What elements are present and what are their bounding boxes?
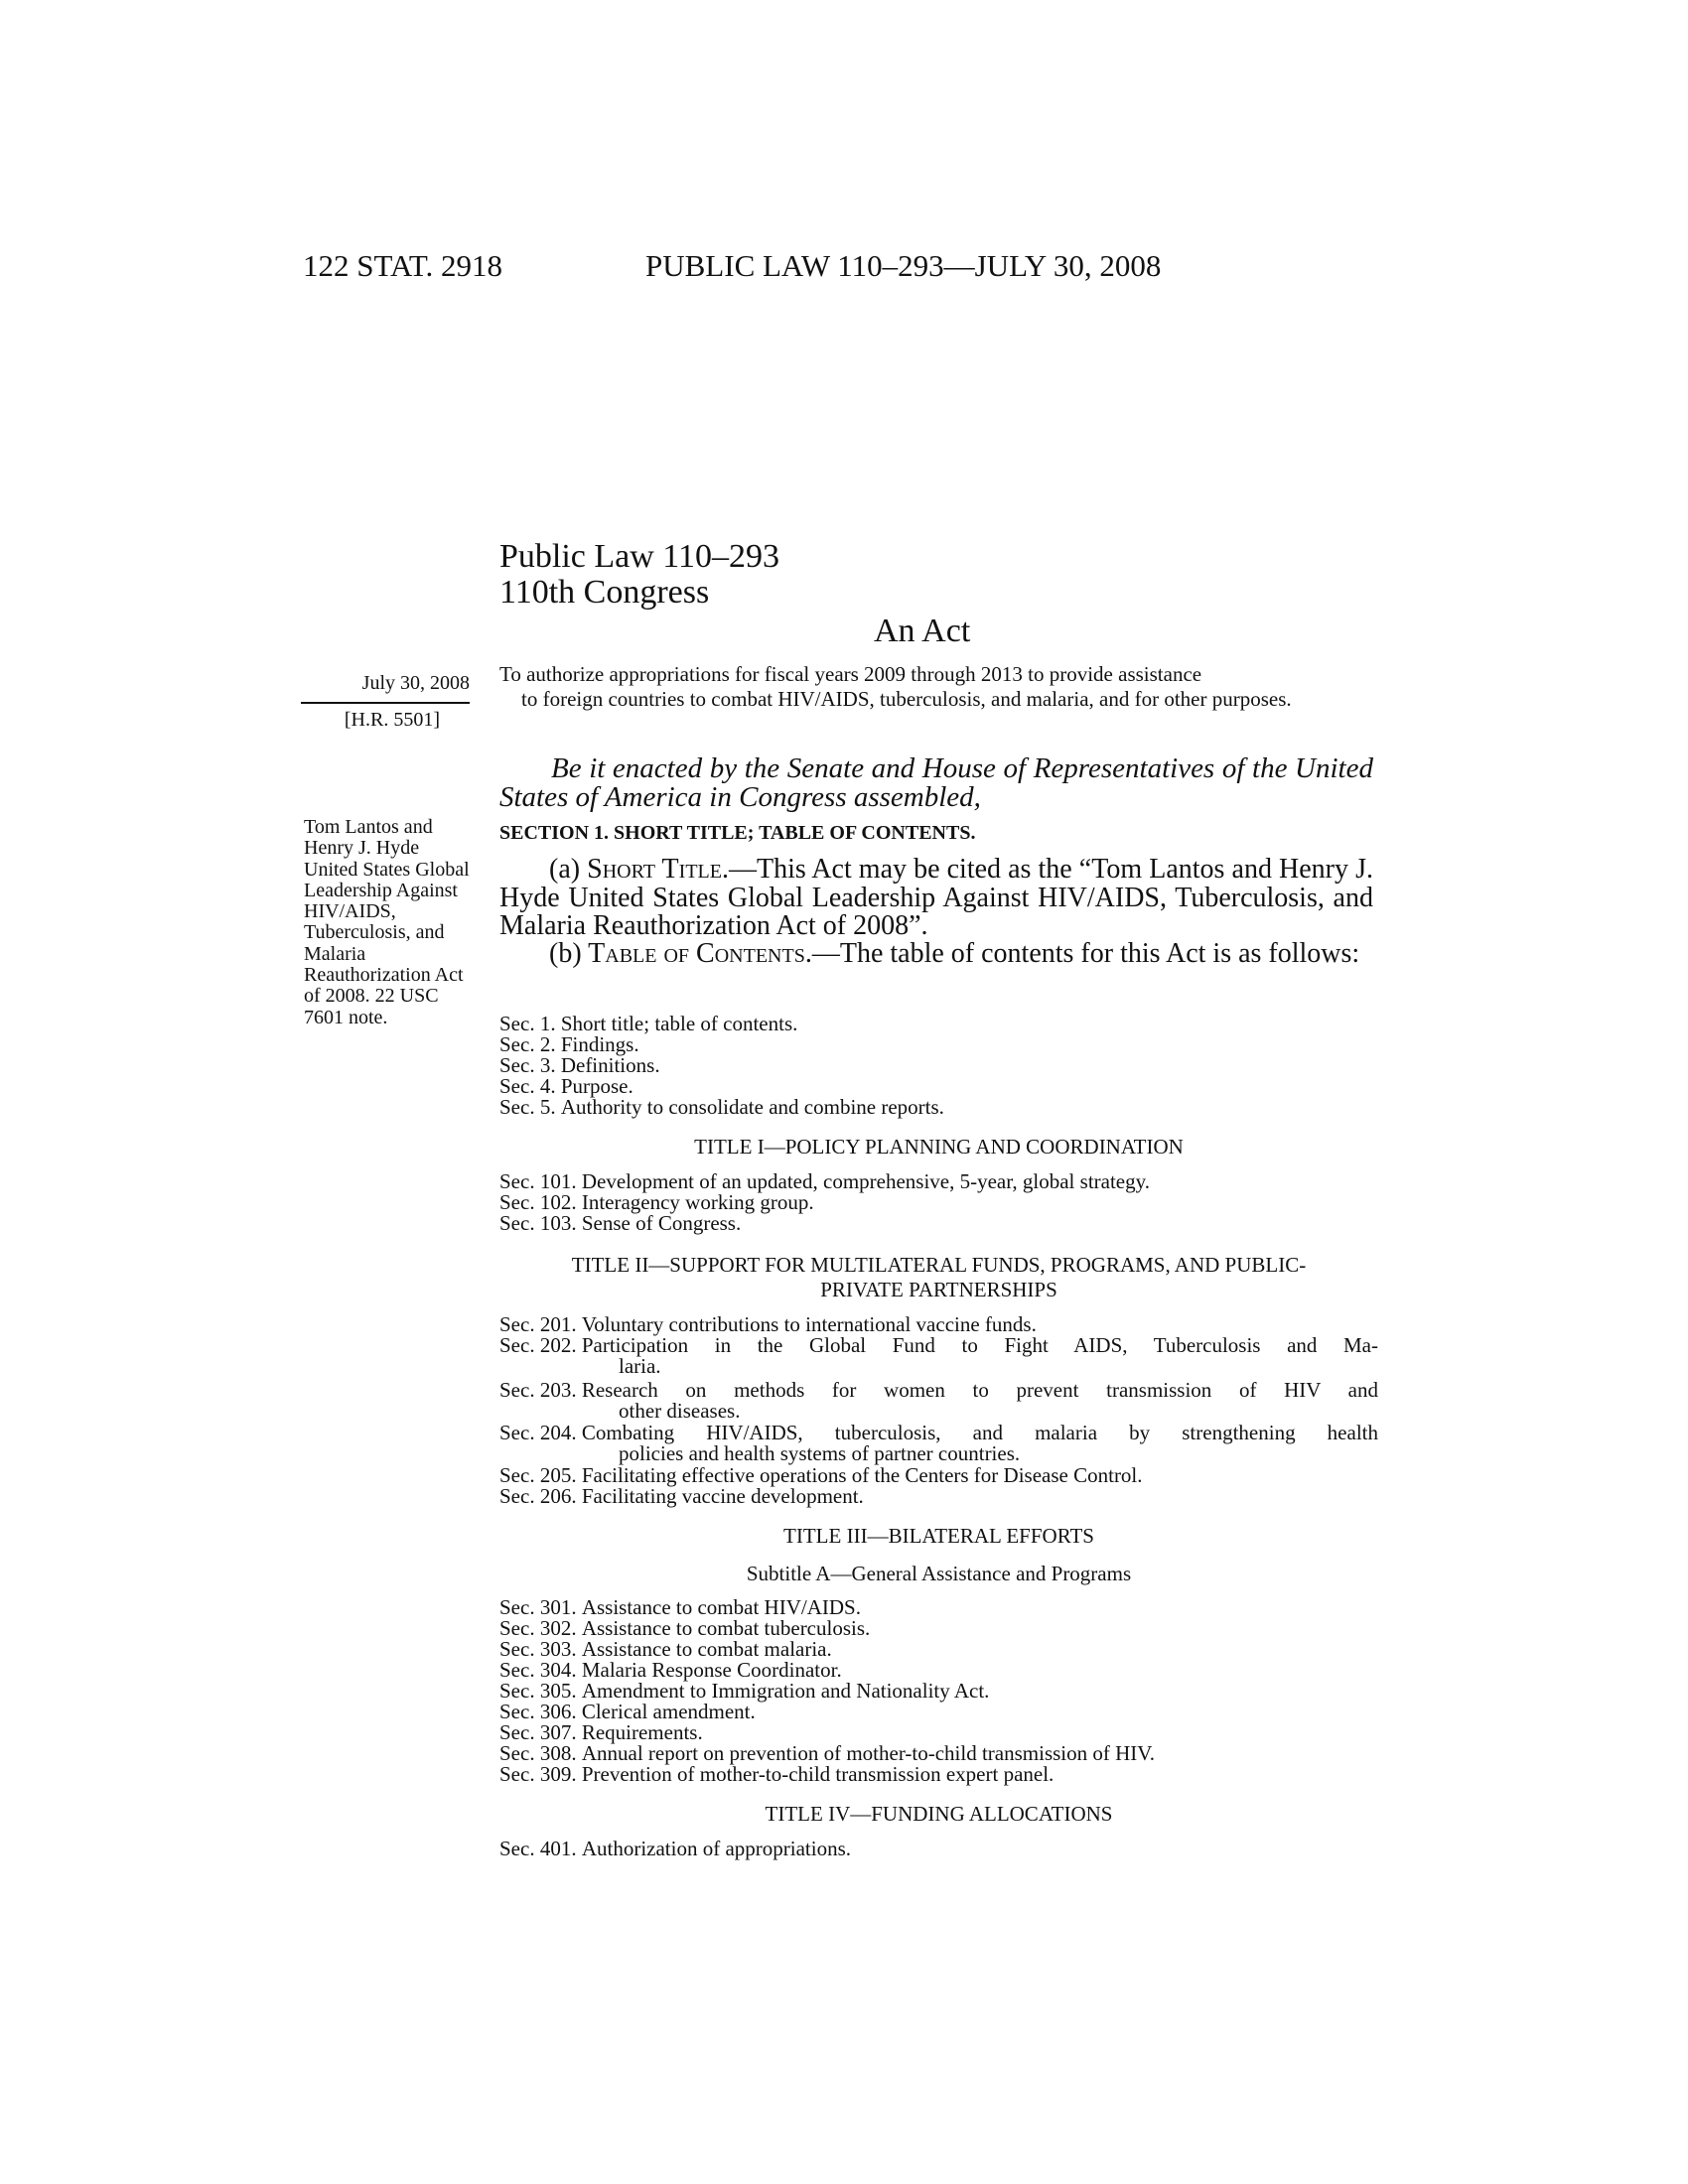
toc-section-number: Sec. 2.: [499, 1032, 561, 1056]
toc-section-text: Amendment to Immigration and Nationality Act.: [581, 1679, 990, 1703]
toc-section-number: Sec. 302.: [499, 1616, 582, 1640]
para-b-text: .—The table of contents for this Act is as follows:: [804, 938, 1360, 969]
purpose-continuation: to foreign countries to combat HIV/AIDS, tuberculosis, and malaria, and for other purposes.: [521, 686, 1292, 711]
toc-section-number: Sec. 201.: [499, 1312, 582, 1336]
toc-section-text: Interagency working group.: [581, 1190, 814, 1214]
toc-entry: [499, 1171, 1378, 1192]
toc-section-text: Findings.: [560, 1032, 639, 1056]
toc-entry: [499, 1660, 1378, 1681]
toc-entry: [499, 1314, 1378, 1335]
toc-entry: [499, 1055, 1378, 1076]
toc-entry: [499, 1597, 1378, 1618]
sidenote-date: July 30, 2008: [361, 672, 470, 694]
toc-section-number: Sec. 5.: [499, 1095, 561, 1119]
toc-section-text: Malaria Response Coordinator.: [581, 1658, 842, 1682]
toc-entry: [499, 1335, 1378, 1356]
toc-section-text: Requirements.: [581, 1720, 703, 1744]
toc-section-text: Short title; table of contents.: [560, 1012, 798, 1035]
toc-section-text: Research on methods for women to prevent transmission of HIV and: [581, 1378, 1378, 1402]
para-a-text: .—This Act may be cited as the “Tom Lantos and Henry J. Hyde United States Global Leadership Against HIV/AIDS, Tuberculosis, and Malaria Reauthorization Act of 2008”.: [499, 854, 1373, 941]
toc-entry: [499, 1743, 1378, 1764]
toc-section-text: Definitions.: [560, 1053, 660, 1077]
toc-section-number: Sec. 103.: [499, 1211, 582, 1235]
sidenote-bill-number: [H.R. 5501]: [344, 709, 440, 731]
toc-section-number: Sec. 305.: [499, 1679, 582, 1703]
running-head-title: PUBLIC LAW 110–293—JULY 30, 2008: [645, 248, 1162, 283]
toc-entry: [499, 1722, 1378, 1743]
section-heading: SECTION 1. SHORT TITLE; TABLE OF CONTENTS.: [499, 822, 976, 844]
congress-label: 110th Congress: [499, 574, 710, 611]
toc-section-number: Sec. 4.: [499, 1074, 561, 1098]
toc-entry: [499, 1486, 1378, 1507]
toc-section-text: Development of an updated, comprehensive, 5-year, global strategy.: [581, 1169, 1151, 1193]
purpose-first-line: To authorize appropriations for fiscal years 2009 through 2013 to provide assistance: [499, 662, 1202, 686]
toc-section-text: Authority to consolidate and combine reports.: [560, 1095, 944, 1119]
toc-entry: [499, 1380, 1378, 1401]
toc-entry: [499, 1423, 1378, 1443]
toc-section-number: Sec. 308.: [499, 1741, 582, 1765]
para-b-label2: C: [689, 938, 715, 969]
page-stat-citation: 122 STAT. 2918: [303, 248, 503, 283]
para-b-caps2: ontents: [714, 938, 805, 969]
toc-section-text: Voluntary contributions to international vaccine funds.: [581, 1312, 1037, 1336]
toc-entry: [499, 1639, 1378, 1660]
toc-entry: [499, 1465, 1378, 1486]
enacting-clause: Be it enacted by the Senate and House of Representatives of the United States of America in Congress assembled,: [499, 752, 1373, 813]
toc-entry: [499, 1764, 1378, 1785]
act-purpose: [499, 662, 1373, 711]
toc-section-number: Sec. 301.: [499, 1595, 582, 1619]
toc-entry: [499, 1618, 1378, 1639]
toc-section-number: Sec. 309.: [499, 1762, 582, 1786]
toc-entry: [499, 1702, 1378, 1722]
toc-title-heading: TITLE IV—FUNDING ALLOCATIONS: [765, 1802, 1113, 1826]
para-a-caps2: itle: [678, 854, 722, 885]
toc-entry: [499, 1014, 1378, 1034]
sidenote-short-title: Tom Lantos and Henry J. Hyde United States Global Leadership Against HIV/AIDS, Tuberculosis, and Malaria Reauthorization Act of 2008. 22 USC 7601 note.: [304, 816, 470, 1028]
toc-section-number: Sec. 401.: [499, 1837, 582, 1860]
toc-entry: [499, 1034, 1378, 1055]
toc-section-number: Sec. 304.: [499, 1658, 582, 1682]
law-number: Public Law 110–293: [499, 538, 780, 575]
toc-entry-continuation: [499, 1443, 1378, 1464]
toc-section-text: other diseases.: [619, 1399, 741, 1423]
toc-section-number: Sec. 203.: [499, 1378, 582, 1402]
toc-section-text: Annual report on prevention of mother-to-child transmission of HIV.: [581, 1741, 1155, 1765]
toc-section-text: Assistance to combat malaria.: [581, 1637, 832, 1661]
toc-entry: [499, 1097, 1378, 1118]
act-heading: An Act: [874, 613, 971, 649]
toc-section-text: Facilitating vaccine development.: [581, 1484, 864, 1508]
toc-section-number: Sec. 3.: [499, 1053, 561, 1077]
toc-entry: [499, 1076, 1378, 1097]
toc-section-number: Sec. 205.: [499, 1463, 582, 1487]
toc-section-number: Sec. 307.: [499, 1720, 582, 1744]
toc-section-text: Clerical amendment.: [581, 1700, 756, 1723]
paragraph-short-title: [499, 856, 1373, 941]
para-b-caps: able of: [605, 938, 690, 969]
toc-section-text: policies and health systems of partner countries.: [619, 1441, 1021, 1465]
toc-title-heading-cont: PRIVATE PARTNERSHIPS: [820, 1278, 1057, 1301]
sidenote-divider: [301, 702, 470, 704]
para-a-label: (a) S: [549, 854, 603, 885]
toc-entry: [499, 1213, 1378, 1234]
toc-section-number: Sec. 204.: [499, 1421, 582, 1444]
toc-entry-continuation: [499, 1356, 1378, 1377]
para-b-label: (b) T: [549, 938, 606, 969]
toc-section-number: Sec. 102.: [499, 1190, 582, 1214]
toc-section-text: Combating HIV/AIDS, tuberculosis, and malaria by strengthening health: [581, 1421, 1378, 1444]
toc-section-number: Sec. 306.: [499, 1700, 582, 1723]
toc-section-text: Participation in the Global Fund to Fight AIDS, Tuberculosis and Ma-: [581, 1333, 1378, 1357]
toc-section-text: Purpose.: [560, 1074, 633, 1098]
toc-entry: [499, 1192, 1378, 1213]
toc-section-number: Sec. 101.: [499, 1169, 582, 1193]
toc-title-heading: TITLE II—SUPPORT FOR MULTILATERAL FUNDS, PROGRAMS, AND PUBLIC-: [571, 1253, 1307, 1277]
para-a-caps: hort: [602, 854, 655, 885]
toc-section-number: Sec. 1.: [499, 1012, 561, 1035]
toc-entry: [499, 1681, 1378, 1702]
toc-section-text: Assistance to combat HIV/AIDS.: [581, 1595, 861, 1619]
toc-entry: [499, 1839, 1378, 1859]
toc-section-number: Sec. 206.: [499, 1484, 582, 1508]
toc-section-text: laria.: [619, 1354, 661, 1378]
toc-section-text: Prevention of mother-to-child transmission expert panel.: [581, 1762, 1055, 1786]
para-a-label2: T: [654, 854, 679, 885]
toc-section-text: Authorization of appropriations.: [581, 1837, 852, 1860]
toc-title-heading: TITLE III—BILATERAL EFFORTS: [783, 1524, 1094, 1548]
toc-title-heading: TITLE I—POLICY PLANNING AND COORDINATION: [694, 1135, 1184, 1159]
toc-section-number: Sec. 303.: [499, 1637, 582, 1661]
toc-entry-continuation: [499, 1401, 1378, 1422]
toc-subtitle-heading: Subtitle A—General Assistance and Programs: [746, 1562, 1132, 1585]
paragraph-table-of-contents: [499, 940, 1373, 969]
toc-section-number: Sec. 202.: [499, 1333, 582, 1357]
toc-section-text: Assistance to combat tuberculosis.: [581, 1616, 871, 1640]
toc-section-text: Sense of Congress.: [581, 1211, 742, 1235]
toc-section-text: Facilitating effective operations of the Centers for Disease Control.: [581, 1463, 1143, 1487]
